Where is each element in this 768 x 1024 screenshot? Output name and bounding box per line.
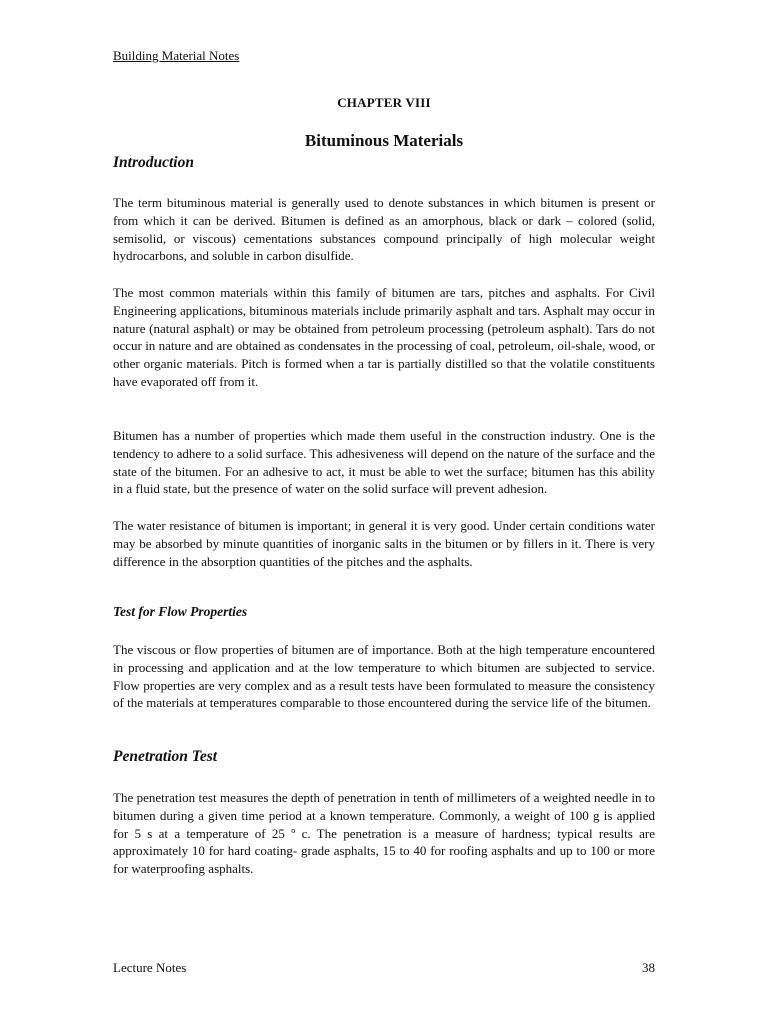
paragraph-intro-2: The most common materials within this family of bitumen are tars, pitches and asphalts. For Civil Engineering applications, bituminous materials include primarily asphalt and tars. Asphalt may occur in nature (natural asphalt) or may be obtained from petroleum processing (petroleum asphalt). Tars do not occur in nature and are obtained as condensates in the processing of coal, petroleum, oil-shale, wood, or other organic materials. Pitch is formed when a tar is partially distilled so that the volatile constituents have evaporated off from it. (113, 285, 655, 389)
section-heading-penetration-test: Penetration Test (113, 748, 218, 765)
section-heading-flow-properties: Test for Flow Properties (113, 604, 248, 619)
footer-label: Lecture Notes (113, 960, 187, 975)
section-heading-introduction: Introduction (113, 154, 194, 171)
paragraph-intro-3: Bitumen has a number of properties which made them useful in the construction industry. One is the tendency to adhere to a solid surface. This adhesiveness will depend on the nature of the surface and the state of the bitumen. For an adhesive to act, it must be able to wet the surface; bitumen has this ability in a fluid state, but the presence of water on the solid surface will prevent adhesion. (113, 428, 655, 497)
paragraph-penetration-1: The penetration test measures the depth of penetration in tenth of millimeters of a weighted needle in to bitumen during a given time period at a known temperature. Commonly, a weight of 100 g is applied for 5 s at a temperature of 25 º c. The penetration is a measure of hardness; typical results are approximately 10 for hard coating- grade asphalts, 15 to 40 for roofing asphalts and up to 100 or more for waterproofing asphalts. (113, 790, 655, 877)
paragraph-intro-4: The water resistance of bitumen is important; in general it is very good. Under certain conditions water may be absorbed by minute quantities of inorganic salts in the bitumen or by fillers in it. There is very difference in the absorption quantities of the pitches and the asphalts. (113, 518, 655, 569)
chapter-label: CHAPTER VIII (337, 95, 431, 110)
running-header: Building Material Notes (113, 48, 240, 63)
chapter-title: Bituminous Materials (304, 131, 464, 150)
document-page (113, 0, 655, 1024)
paragraph-flow-1: The viscous or flow properties of bitumen are of importance. Both at the high temperature encountered in processing and application and at the low temperature to which bitumen are subjected to service. Flow properties are very complex and as a result tests have been formulated to measure the consistency of the materials at temperatures comparable to those encountered during the service life of the bitumen. (113, 642, 655, 711)
paragraph-intro-1: The term bituminous material is generally used to denote substances in which bitumen is present or from which it can be derived. Bitumen is defined as an amorphous, black or dark – colored (solid, semisolid, or viscous) cementations substances compound principally of high molecular weight hydrocarbons, and soluble in carbon disulfide. (113, 195, 655, 264)
page-number: 38 (642, 960, 655, 975)
